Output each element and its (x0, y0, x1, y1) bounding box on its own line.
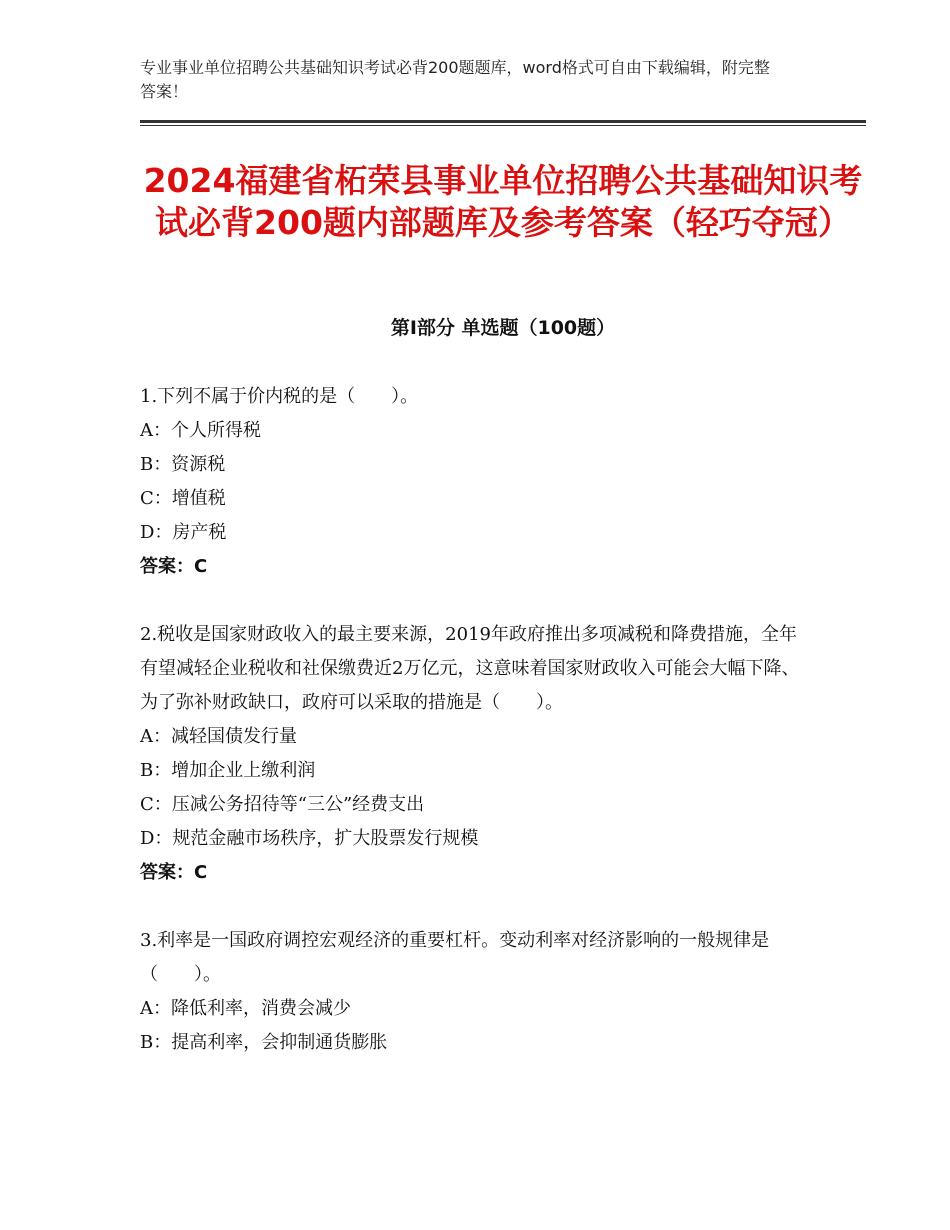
header-note: 专业事业单位招聘公共基础知识考试必背200题题库，word格式可自由下载编辑，附完整答案！ (140, 58, 770, 101)
option-d: D：房产税 (140, 522, 227, 543)
option-a: A：降低利率，消费会减少 (140, 998, 351, 1019)
option-b: B：资源税 (140, 454, 226, 475)
section-title: 第Ⅰ部分 单选题（100题） (390, 317, 616, 339)
question-2 (140, 618, 800, 890)
option-a: A：减轻国债发行量 (140, 726, 297, 747)
option-b: B：增加企业上缴利润 (140, 760, 316, 781)
option-a: A：个人所得税 (140, 420, 261, 441)
answer: 答案：C (140, 556, 208, 577)
question-stem: 3.利率是一国政府调控宏观经济的重要杠杆。变动利率对经济影响的一般规律是（ ）。 (140, 930, 770, 985)
header-divider-thin (140, 125, 866, 126)
question-stem: 2.税收是国家财政收入的最主要来源，2019年政府推出多项减税和降费措施，全年有望减轻企业税收和社保缴费近2万亿元，这意味着国家财政收入可能会大幅下降、为了弥补财政缺口，政府可以采取的措施是（ ）。 (140, 624, 800, 713)
question-list (140, 380, 800, 1094)
option-c: C：增值税 (140, 488, 226, 509)
option-c: C：压减公务招待等“三公”经费支出 (140, 794, 425, 815)
option-b: B：提高利率，会抑制通货膨胀 (140, 1032, 388, 1053)
document-title: 2024福建省柘荣县事业单位招聘公共基础知识考试必背200题内部题库及参考答案（轻巧夺冠） (143, 161, 863, 242)
question-1 (140, 380, 800, 584)
answer: 答案：C (140, 862, 208, 883)
question-stem: 1.下列不属于价内税的是（ ）。 (140, 386, 419, 407)
header-divider-thick (140, 120, 866, 123)
option-d: D：规范金融市场秩序，扩大股票发行规模 (140, 828, 479, 849)
question-3 (140, 924, 800, 1060)
